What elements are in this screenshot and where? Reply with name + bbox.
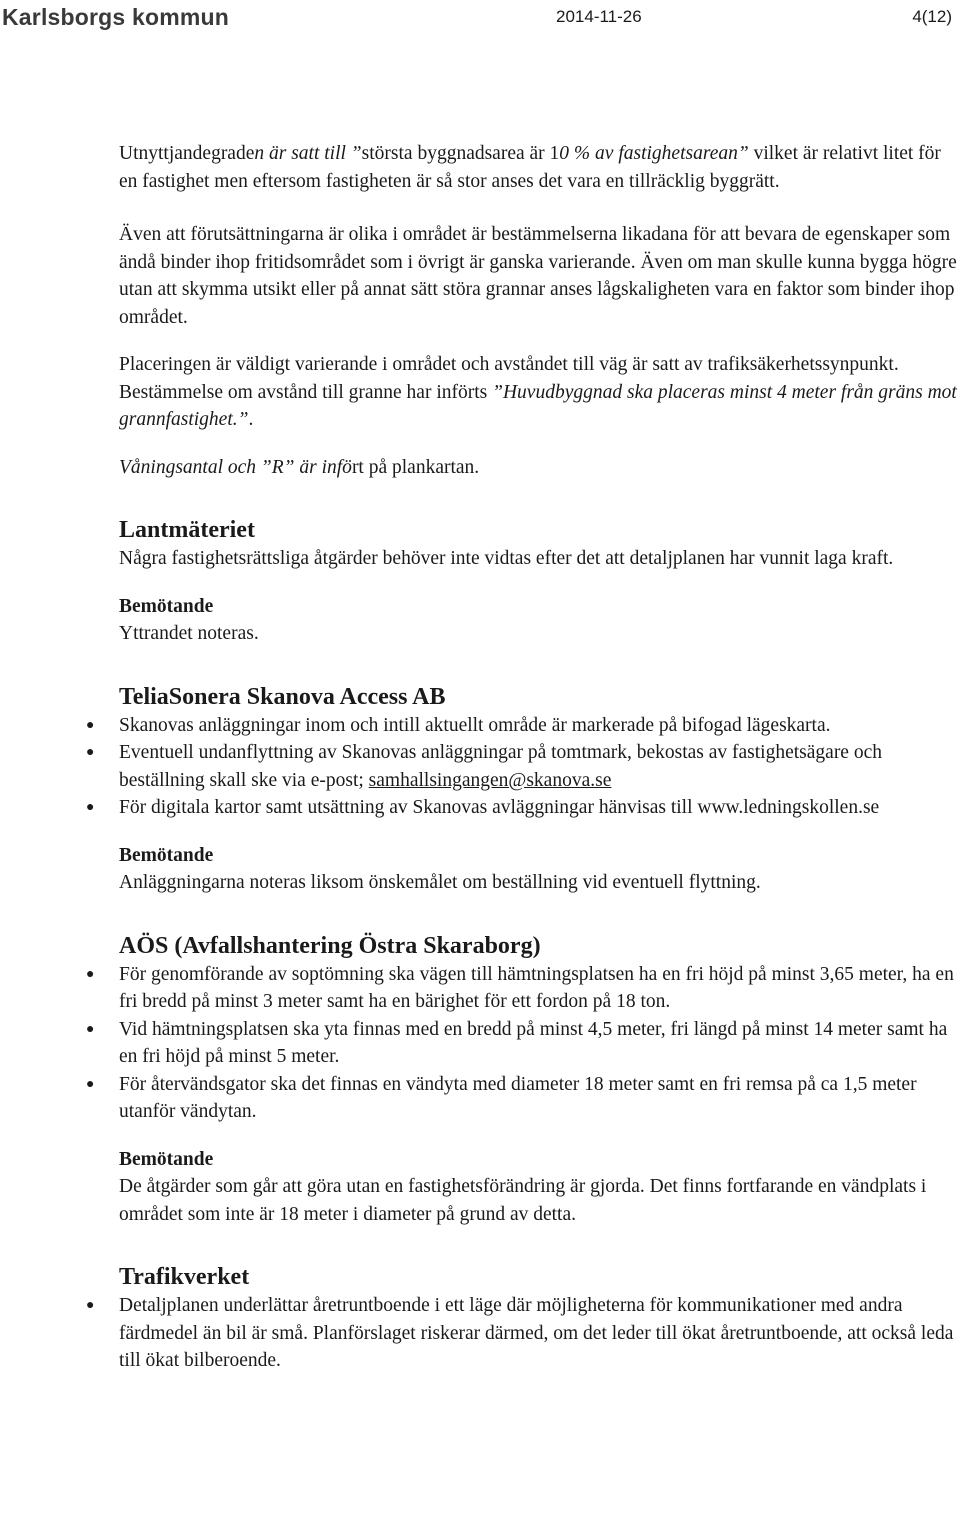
page-header <box>0 0 960 34</box>
bullet-icon: ● <box>86 1076 95 1092</box>
bullet-icon: ● <box>86 966 95 982</box>
intro-paragraph-3: Placeringen är väldigt varierande i området och avståndet till väg är satt av trafiksäkerhetssynpunkt. Bestämmelse om avstånd till granne har införts ”Huvudbyggnad ska placeras minst 4 meter från gräns mot grannfastighet.”. <box>119 354 957 430</box>
aos-response-text: De åtgärder som går att göra utan en fastighetsförändring är gjorda. Det finns fortfarande en vändplats i området som inte är 18 meter i diameter på grund av detta. <box>119 1176 927 1225</box>
intro-paragraph-4: Våningsantal och ”R” är infört på plankartan. <box>119 456 480 478</box>
document-body <box>86 140 959 1375</box>
document-date: 2014-11-26 <box>556 7 642 26</box>
telia-bullet-list <box>86 712 959 822</box>
list-item: ● Vid hämtningsplatsen ska yta finnas med en bredd på minst 4,5 meter, fri längd på minst 14 meter samt ha en fri höjd på minst 5 meter. <box>119 1016 959 1071</box>
list-item: ● Detaljplanen underlättar åretruntboende i ett läge där möjligheterna för kommunikationer med andra färdmedel än bil är små. Planförslaget riskerar därmed, om det leder till ökat åretruntboende, att också leda till ökat bilberoende. <box>119 1292 959 1375</box>
page-number: 4(12) <box>912 7 952 26</box>
municipality-logo: Karlsborgs kommun <box>2 4 230 30</box>
list-item: ● För genomförande av soptömning ska vägen till hämtningsplatsen ha en fri höjd på minst 3,65 meter, ha en fri bredd på minst 3 meter samt ha en bärighet för ett fordon på 18 ton. <box>119 961 959 1016</box>
intro-paragraph-2: Även att förutsättningarna är olika i området är bestämmelserna likadana för att bevara de egenskaper som ändå binder ihop fritidsområdet som i övrigt är ganska varierande. Även om man skulle kunna bygga högre utan att skymma utsikt eller på annat sätt störa grannar anses lågskaligheten vara en faktor som binder ihop området. <box>119 224 957 328</box>
section-heading-lantmateriet: Lantmäteriet <box>119 517 255 543</box>
email-link[interactable]: samhallsingangen@skanova.se <box>368 769 612 791</box>
bullet-icon: ● <box>86 800 95 815</box>
section-heading-aos: AÖS (Avfallshantering Östra Skaraborg) <box>119 932 541 959</box>
list-item: ● Skanovas anläggningar inom och intill aktuellt område är markerade på bifogad lägeskarta. <box>119 712 959 740</box>
intro-paragraph-1: Utnyttjandegraden är satt till ”största byggnadsarea är 10 % av fastighetsarean” vilket är relativt litet för en fastighet men eftersom fastigheten är så stor anses det vara en tillräcklig byggrätt. <box>119 143 941 192</box>
section-heading-trafikverket: Trafikverket <box>119 1264 250 1290</box>
list-item: ● Eventuell undanflyttning av Skanovas anläggningar på tomtmark, bekostas av fastighetsägare och beställning skall ske via e-post; samhallsingangen@skanova.se <box>119 739 959 794</box>
lantmateriet-text: Några fastighetsrättsliga åtgärder behöver inte vidtas efter det att detaljplanen har vunnit laga kraft. <box>119 548 894 569</box>
bullet-icon: ● <box>86 745 95 760</box>
telia-response-text: Anläggningarna noteras liksom önskemålet om beställning vid eventuell flyttning. <box>119 872 761 893</box>
list-item: ● För återvändsgator ska det finnas en vändyta med diameter 18 meter samt en fri remsa på ca 1,5 meter utanför vändytan. <box>119 1071 959 1126</box>
aos-bullet-list <box>86 961 959 1126</box>
telia-response-label: Bemötande <box>119 844 214 866</box>
bullet-icon: ● <box>86 1298 95 1313</box>
bullet-icon: ● <box>86 1021 95 1037</box>
lantmateriet-response-label: Bemötande <box>119 595 214 617</box>
aos-response-label: Bemötande <box>119 1148 214 1170</box>
list-item: ● För digitala kartor samt utsättning av Skanovas avläggningar hänvisas till www.ledningskollen.se <box>119 794 959 822</box>
bullet-icon: ● <box>86 717 95 733</box>
lantmateriet-response-text: Yttrandet noteras. <box>119 623 259 644</box>
trafikverket-bullet-list <box>86 1292 959 1375</box>
section-heading-telia: TeliaSonera Skanova Access AB <box>119 683 446 710</box>
